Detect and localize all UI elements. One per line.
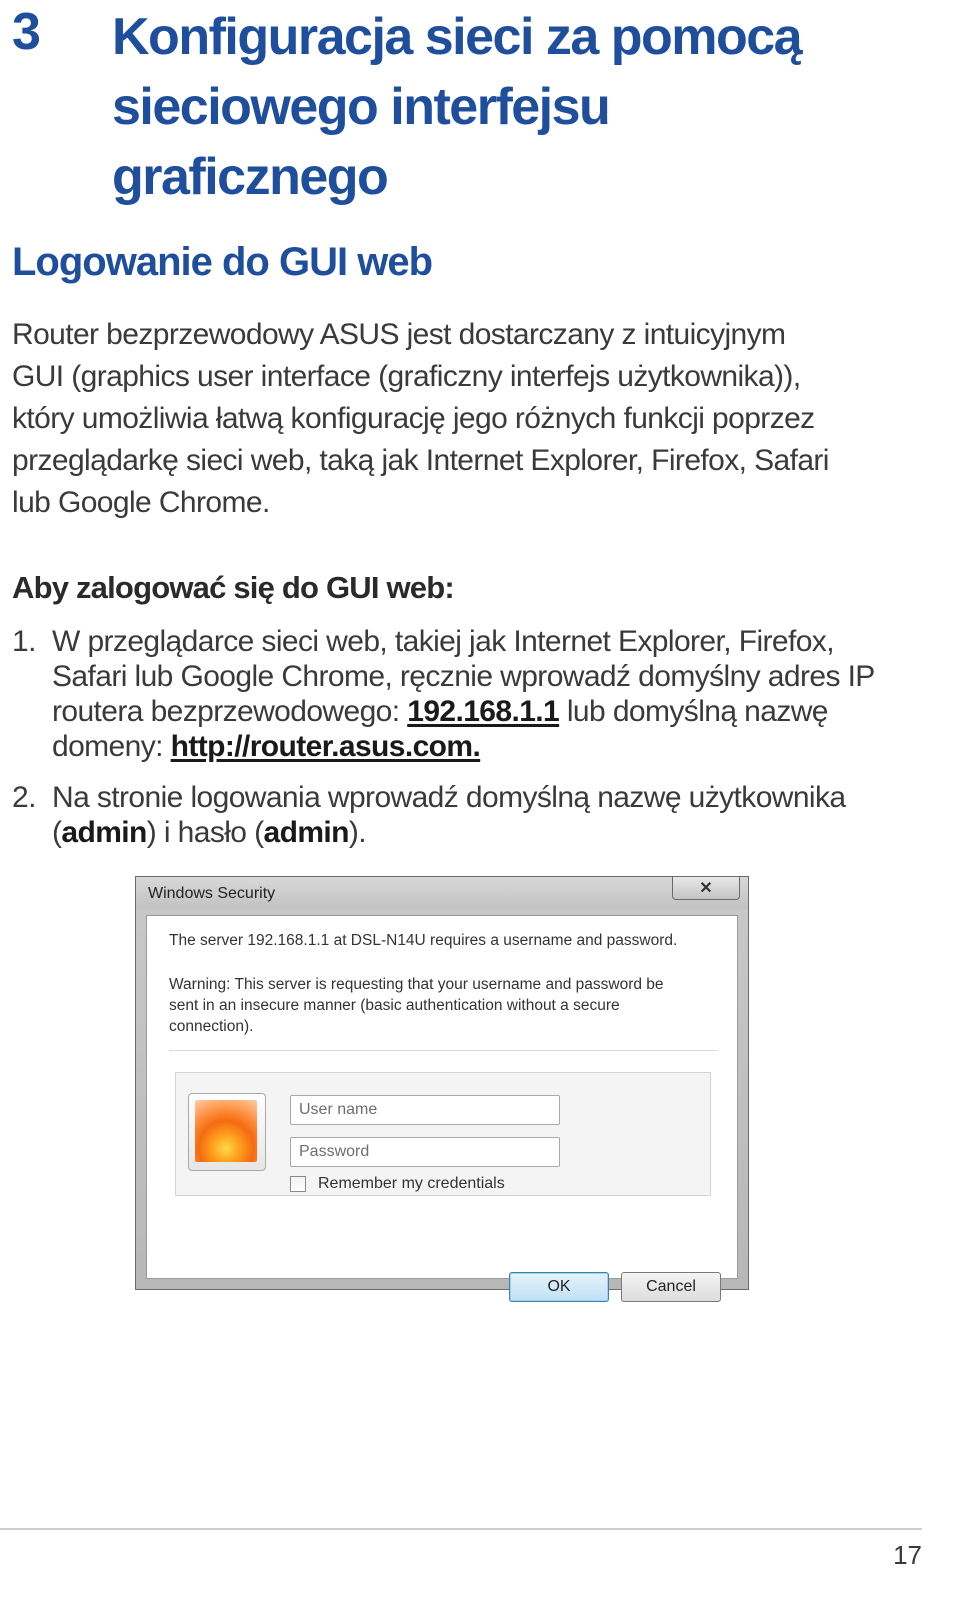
step-text-segment: domeny: bbox=[52, 730, 171, 763]
warning-line: connection). bbox=[169, 1018, 254, 1035]
step-line: Safari lub Google Chrome, ręcznie wprowadź domyślny adres IP bbox=[52, 660, 875, 693]
windows-security-dialog bbox=[135, 876, 749, 1295]
username-input[interactable] bbox=[290, 1095, 560, 1125]
step-text-segment: routera bezprzewodowego: bbox=[52, 695, 408, 728]
chapter-title-line: graficznego bbox=[112, 148, 388, 206]
intro-paragraph bbox=[12, 314, 912, 524]
intro-line: Router bezprzewodowy ASUS jest dostarczany z intuicyjnym bbox=[12, 318, 786, 351]
user-avatar-icon bbox=[188, 1093, 266, 1171]
step-text-segment: ) i hasło ( bbox=[146, 816, 264, 849]
intro-line: przeglądarkę sieci web, taką jak Internet Explorer, Firefox, Safari bbox=[12, 444, 829, 477]
intro-line: lub Google Chrome. bbox=[12, 486, 270, 519]
remember-checkbox[interactable] bbox=[290, 1176, 306, 1192]
step-text bbox=[52, 624, 922, 764]
default-ip-address: 192.168.1.1 bbox=[407, 695, 560, 728]
remember-credentials[interactable] bbox=[290, 1175, 505, 1193]
default-domain-link[interactable]: http://router.asus.com. bbox=[170, 730, 481, 763]
chapter-title bbox=[112, 2, 892, 212]
step-line: Na stronie logowania wprowadź domyślną nazwę użytkownika bbox=[52, 781, 846, 814]
intro-line: GUI (graphics user interface (graficzny interfejs użytkownika)), bbox=[12, 360, 801, 393]
step-number: 1. bbox=[12, 625, 36, 658]
intro-line: który umożliwia łatwą konfigurację jego różnych funkcji poprzez bbox=[12, 402, 815, 435]
close-button[interactable] bbox=[672, 877, 740, 900]
step-line: W przeglądarce sieci web, takiej jak Internet Explorer, Firefox, bbox=[52, 625, 834, 658]
dialog-body bbox=[146, 915, 738, 1295]
chapter-number: 3 bbox=[12, 3, 40, 61]
password-input[interactable] bbox=[290, 1137, 560, 1167]
step-line bbox=[52, 694, 922, 729]
step-number: 2. bbox=[12, 781, 36, 814]
remember-label: Remember my credentials bbox=[318, 1175, 505, 1192]
step-line bbox=[52, 815, 922, 850]
server-message: The server 192.168.1.1 at DSL-N14U requires a username and password. bbox=[169, 932, 678, 949]
step-text-segment: ). bbox=[348, 816, 367, 849]
divider bbox=[169, 1050, 717, 1051]
warning-line: Warning: This server is requesting that your username and password be bbox=[169, 976, 664, 993]
chapter-title-line: sieciowego interfejsu bbox=[112, 78, 610, 136]
section-title: Logowanie do GUI web bbox=[12, 240, 432, 284]
footer-divider bbox=[0, 1528, 922, 1530]
step-line bbox=[52, 729, 922, 764]
chapter-title-line: Konfiguracja sieci za pomocą bbox=[112, 8, 802, 66]
step-text-segment: ( bbox=[52, 816, 62, 849]
default-password: admin bbox=[263, 816, 349, 849]
step-text-segment: lub domyślną nazwę bbox=[559, 695, 828, 728]
ok-button[interactable]: OK bbox=[509, 1272, 609, 1302]
dialog-title: Windows Security bbox=[148, 885, 276, 902]
cancel-button[interactable]: Cancel bbox=[621, 1272, 721, 1302]
close-icon: ✕ bbox=[699, 880, 713, 897]
dialog-titlebar[interactable] bbox=[136, 877, 748, 909]
page-number: 17 bbox=[893, 1540, 922, 1570]
flower-picture bbox=[195, 1100, 257, 1162]
step-text bbox=[52, 780, 922, 850]
credential-tile bbox=[175, 1072, 711, 1196]
default-username: admin bbox=[61, 816, 147, 849]
warning-message bbox=[169, 974, 709, 1037]
steps-heading: Aby zalogować się do GUI web: bbox=[12, 570, 454, 605]
warning-line: sent in an insecure manner (basic authentication without a secure bbox=[169, 997, 620, 1014]
